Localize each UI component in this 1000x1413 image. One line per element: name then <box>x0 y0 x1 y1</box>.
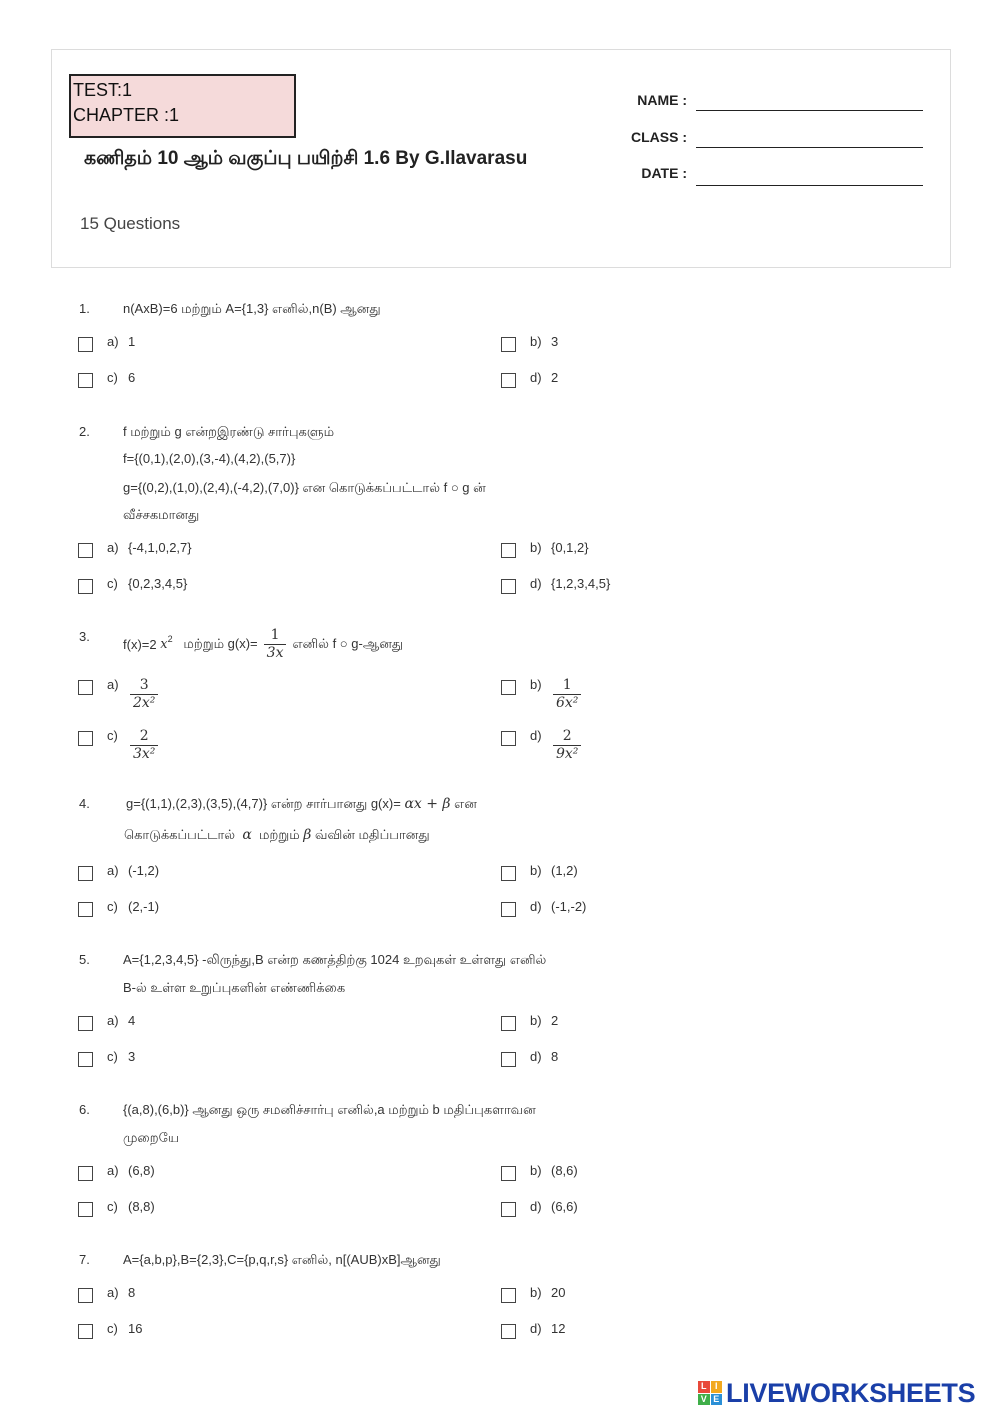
logo-mark-letter: I <box>711 1381 723 1393</box>
test-chapter-box <box>69 74 296 138</box>
option-value: 8 <box>551 1049 559 1064</box>
date-field[interactable] <box>696 185 923 186</box>
option-letter: a) <box>107 1285 119 1300</box>
option-letter: c) <box>107 1199 118 1214</box>
option-value: (-1,2) <box>128 863 160 878</box>
question-text-line-4: வீச்சகமானது <box>123 507 200 522</box>
option-checkbox-b[interactable] <box>501 337 516 352</box>
question-text-line-3: g={(0,2),(1,0),(2,4),(-4,2),(7,0)} என கொடுக்கப்பட்டால் f ○ g ன் <box>123 480 486 495</box>
question-count: 15 Questions <box>80 214 181 233</box>
option-checkbox-c[interactable] <box>78 373 93 388</box>
option-letter: c) <box>107 728 118 743</box>
question-number: 1. <box>79 301 90 316</box>
option-value: (1,2) <box>551 863 578 878</box>
option-checkbox-b[interactable] <box>501 1016 516 1031</box>
option-checkbox-d[interactable] <box>501 902 516 917</box>
option-letter: d) <box>530 728 542 743</box>
text-part: மற்றும் <box>259 827 300 842</box>
math-expression: αx + β <box>404 796 451 812</box>
option-letter: b) <box>530 1013 542 1028</box>
question-number: 3. <box>79 629 90 644</box>
text-part: g={(1,1),(2,3),(3,5),(4,7)} என்ற சார்பானது g(x)= <box>126 796 401 811</box>
question-text-line-2: முறையே <box>123 1130 179 1145</box>
option-letter: c) <box>107 899 118 914</box>
option-checkbox-b[interactable] <box>501 543 516 558</box>
question-number: 7. <box>79 1252 90 1267</box>
option-checkbox-d[interactable] <box>501 1052 516 1067</box>
option-checkbox-a[interactable] <box>78 680 93 695</box>
option-checkbox-a[interactable] <box>78 1288 93 1303</box>
option-checkbox-a[interactable] <box>78 866 93 881</box>
text-part: எனில் f ○ g-ஆனது <box>292 635 404 651</box>
option-letter: a) <box>107 677 119 692</box>
option-fraction <box>553 728 581 763</box>
option-letter: b) <box>530 540 542 555</box>
option-letter: c) <box>107 1049 118 1064</box>
option-value: 4 <box>128 1013 136 1028</box>
option-value: 2 <box>551 1013 559 1028</box>
option-checkbox-c[interactable] <box>78 1052 93 1067</box>
question-text-line-2: f={(0,1),(2,0),(3,-4),(4,2),(5,7)} <box>123 451 296 466</box>
question-text: A={a,b,p},B={2,3},C={p,q,r,s} எனில், n[(AUB)xB]ஆனது <box>123 1252 441 1267</box>
option-checkbox-b[interactable] <box>501 1166 516 1181</box>
option-value: (8,6) <box>551 1163 578 1178</box>
option-letter: c) <box>107 370 118 385</box>
option-checkbox-d[interactable] <box>501 373 516 388</box>
worksheet-title: கணிதம் 10 ஆம் வகுப்பு பயிற்சி 1.6 By G.Ilavarasu <box>84 148 528 169</box>
question-text <box>123 623 403 665</box>
logo-mark-letter: E <box>711 1394 723 1406</box>
text-part: கொடுக்கப்பட்டால் <box>124 827 236 842</box>
question-text-line-1: f மற்றும் g என்றஇரண்டு சார்புகளும் <box>123 424 335 439</box>
text-part: f(x)=2 <box>123 636 157 652</box>
question-text: n(AxB)=6 மற்றும் A={1,3} எனில்,n(B) ஆனது <box>123 301 381 316</box>
option-value: (8,8) <box>128 1199 155 1214</box>
option-value: 2 <box>551 370 559 385</box>
fraction-numerator: 2 <box>139 728 149 744</box>
test-label: TEST:1 <box>73 80 133 100</box>
option-value: 16 <box>128 1321 143 1336</box>
option-checkbox-d[interactable] <box>501 1324 516 1339</box>
option-fraction <box>130 728 158 763</box>
fraction-denominator: 6x² <box>553 694 581 712</box>
option-checkbox-d[interactable] <box>501 579 516 594</box>
question-number: 4. <box>79 796 90 811</box>
option-checkbox-b[interactable] <box>501 866 516 881</box>
option-letter: b) <box>530 1285 542 1300</box>
option-value: 1 <box>128 334 136 349</box>
option-value: 20 <box>551 1285 566 1300</box>
text-part: என <box>454 796 477 811</box>
option-checkbox-a[interactable] <box>78 337 93 352</box>
option-checkbox-c[interactable] <box>78 902 93 917</box>
option-value: (2,-1) <box>128 899 160 914</box>
option-checkbox-d[interactable] <box>501 1202 516 1217</box>
logo-mark-icon <box>698 1381 722 1405</box>
logo-mark-letter: L <box>698 1381 710 1393</box>
option-checkbox-b[interactable] <box>501 1288 516 1303</box>
option-value: {0,2,3,4,5} <box>128 576 188 591</box>
name-label: NAME : <box>637 92 687 108</box>
text-part: மற்றும் g(x)= <box>183 635 258 651</box>
option-letter: d) <box>530 576 542 591</box>
option-checkbox-a[interactable] <box>78 1166 93 1181</box>
option-letter: a) <box>107 863 119 878</box>
option-checkbox-c[interactable] <box>78 731 93 746</box>
option-letter: b) <box>530 334 542 349</box>
math-beta: β <box>303 827 312 843</box>
option-value: 8 <box>128 1285 136 1300</box>
fraction-numerator: 3 <box>139 677 149 693</box>
liveworksheets-logo[interactable] <box>698 1377 975 1409</box>
option-checkbox-a[interactable] <box>78 1016 93 1031</box>
option-value: 6 <box>128 370 136 385</box>
option-checkbox-c[interactable] <box>78 1202 93 1217</box>
class-label: CLASS : <box>631 129 687 145</box>
option-checkbox-a[interactable] <box>78 543 93 558</box>
math-exponent: 2 <box>167 634 173 644</box>
option-fraction <box>130 677 158 712</box>
name-field[interactable] <box>696 110 923 111</box>
fraction-denominator: 3x² <box>130 745 158 763</box>
option-value: {1,2,3,4,5} <box>551 576 611 591</box>
option-letter: b) <box>530 863 542 878</box>
option-letter: a) <box>107 1163 119 1178</box>
option-letter: a) <box>107 540 119 555</box>
option-letter: d) <box>530 370 542 385</box>
option-letter: d) <box>530 1321 542 1336</box>
text-part: வ்வின் மதிப்பானது <box>315 827 430 842</box>
option-checkbox-b[interactable] <box>501 680 516 695</box>
logo-mark-letter: V <box>698 1394 710 1406</box>
fraction-denominator: 3x <box>264 644 287 662</box>
chapter-label: CHAPTER :1 <box>73 105 180 125</box>
option-checkbox-c[interactable] <box>78 1324 93 1339</box>
option-checkbox-c[interactable] <box>78 579 93 594</box>
math-alpha: α <box>242 827 252 843</box>
option-letter: a) <box>107 1013 119 1028</box>
option-letter: b) <box>530 677 542 692</box>
option-letter: d) <box>530 899 542 914</box>
option-letter: d) <box>530 1049 542 1064</box>
fraction-denominator: 9x² <box>553 745 581 763</box>
question-text-line-2: B-ல் உள்ள உறுப்புகளின் எண்ணிக்கை <box>123 980 346 995</box>
option-letter: b) <box>530 1163 542 1178</box>
option-checkbox-d[interactable] <box>501 731 516 746</box>
option-value: (6,6) <box>551 1199 578 1214</box>
fraction-denominator: 2x² <box>130 694 158 712</box>
question-number: 2. <box>79 424 90 439</box>
option-letter: c) <box>107 576 118 591</box>
option-value: {-4,1,0,2,7} <box>128 540 192 555</box>
question-text-line-1 <box>126 796 477 813</box>
logo-text: LIVEWORKSHEETS <box>726 1377 976 1408</box>
option-letter: a) <box>107 334 119 349</box>
question-text-line-2 <box>124 827 430 844</box>
option-letter: c) <box>107 1321 118 1336</box>
option-value: 3 <box>551 334 559 349</box>
question-text-line-1: {(a,8),(6,b)} ஆனது ஒரு சமனிச்சார்பு எனில்,a மற்றும் b மதிப்புகளாவன <box>123 1102 536 1117</box>
option-value: 12 <box>551 1321 566 1336</box>
fraction-numerator: 1 <box>270 626 280 643</box>
math-fraction <box>264 627 287 662</box>
question-number: 5. <box>79 952 90 967</box>
option-fraction <box>553 677 581 712</box>
fraction-numerator: 2 <box>562 728 572 744</box>
fraction-numerator: 1 <box>562 677 572 693</box>
date-label: DATE : <box>641 165 687 181</box>
option-value: (-1,-2) <box>551 899 587 914</box>
question-text-line-1: A={1,2,3,4,5} -லிருந்து,B என்ற கணத்திற்கு 1024 உறவுகள் உள்ளது எனில் <box>123 952 547 967</box>
math-variable: x <box>160 636 168 652</box>
option-letter: d) <box>530 1199 542 1214</box>
question-number: 6. <box>79 1102 90 1117</box>
option-value: {0,1,2} <box>551 540 589 555</box>
option-value: (6,8) <box>128 1163 155 1178</box>
option-value: 3 <box>128 1049 136 1064</box>
class-field[interactable] <box>696 147 923 148</box>
